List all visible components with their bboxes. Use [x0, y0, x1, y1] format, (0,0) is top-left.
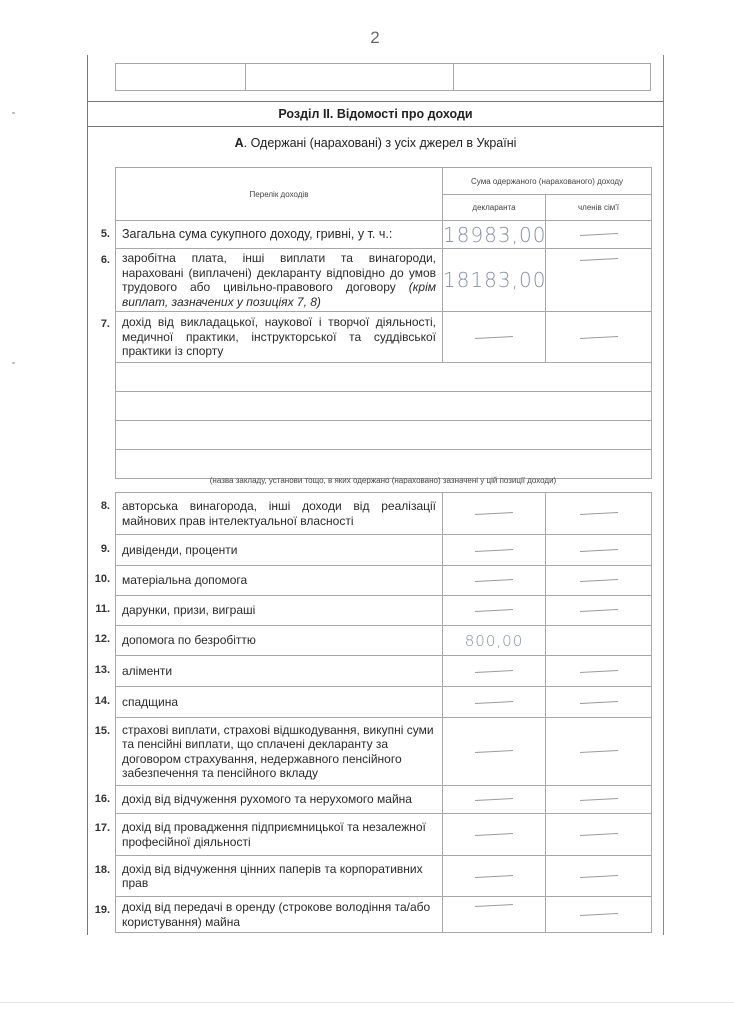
- subsection-letter: А: [234, 136, 244, 150]
- row-number: 17.: [94, 822, 110, 834]
- empty-cell[interactable]: [116, 64, 246, 91]
- dash-mark: [475, 549, 513, 552]
- declarant-amount[interactable]: [443, 718, 546, 786]
- income-type: страхові виплати, страхові відшкодування, викупні суми та пенсійні виплати, що сплачені декларанту за договором страхування, недержавного пенсійного забезпечення та пенсійного вкладу: [116, 718, 443, 786]
- institution-field[interactable]: [116, 450, 652, 479]
- dash-mark: [579, 549, 617, 552]
- income-type: аліменти: [116, 656, 443, 687]
- income-type: допомога по безробіттю: [116, 626, 443, 656]
- dash-mark: [475, 875, 513, 878]
- table-row: [116, 656, 652, 687]
- declarant-amount[interactable]: [443, 897, 546, 933]
- family-amount[interactable]: [546, 656, 652, 687]
- row-number: 12.: [94, 633, 110, 645]
- income-table-bottom: [115, 492, 652, 933]
- dash-mark: [579, 336, 617, 339]
- declarant-amount[interactable]: [443, 856, 546, 897]
- scan-edge-line: [0, 1002, 734, 1003]
- header-family: членів сім'ї: [546, 195, 652, 221]
- declarant-amount[interactable]: [443, 814, 546, 856]
- dash-mark: [579, 670, 617, 673]
- section-title: Розділ II. Відомості про доходи: [278, 107, 473, 121]
- row-number: 19.: [94, 904, 110, 916]
- declarant-amount[interactable]: [443, 535, 546, 566]
- declarant-amount[interactable]: 18983,00: [443, 222, 547, 247]
- dash-mark: [579, 701, 617, 704]
- income-type: дарунки, призи, виграші: [116, 596, 443, 626]
- dash-mark: [475, 833, 513, 836]
- dash-mark: [475, 512, 513, 515]
- income-type-note: (крім виплат, зазначених у позиціях 7, 8): [122, 280, 436, 309]
- declarant-amount[interactable]: 18183,00: [443, 249, 546, 312]
- declarant-amount[interactable]: [443, 566, 546, 596]
- table-row: [116, 493, 652, 535]
- table-row: [116, 814, 652, 856]
- header-income-list: Перелік доходів: [116, 168, 443, 221]
- family-amount[interactable]: [546, 249, 652, 312]
- income-type: дохід від відчуження рухомого та нерухомого майна: [116, 786, 443, 814]
- family-amount[interactable]: [546, 221, 652, 249]
- table-row: [116, 786, 652, 814]
- table-row: [116, 535, 652, 566]
- table-row: [116, 221, 652, 249]
- row-number: 14.: [94, 695, 110, 707]
- dash-mark: [579, 750, 617, 753]
- subsection-text: . Одержані (нараховані) з усіх джерел в Україні: [243, 136, 517, 150]
- dash-mark: [579, 233, 617, 236]
- dash-mark: [579, 258, 617, 261]
- income-type: авторська винагорода, інші доходи від реалізації майнових прав інтелектуальної власності: [116, 493, 443, 535]
- declarant-amount[interactable]: [443, 687, 546, 718]
- scan-speck: [12, 112, 15, 114]
- empty-cell[interactable]: [246, 64, 454, 91]
- family-amount[interactable]: [546, 535, 652, 566]
- income-type: дохід від передачі в оренду (строкове володіння та/або користування) майна: [116, 897, 443, 933]
- dash-mark: [475, 579, 513, 582]
- declarant-amount[interactable]: [443, 596, 546, 626]
- family-amount[interactable]: [546, 312, 652, 363]
- table-row: [116, 249, 652, 312]
- family-amount[interactable]: [546, 856, 652, 897]
- declarant-amount[interactable]: [443, 656, 546, 687]
- scan-speck: [12, 362, 15, 364]
- row-number: 15.: [94, 725, 110, 737]
- table-row: [116, 897, 652, 933]
- income-type: дивіденди, проценти: [116, 535, 443, 566]
- dash-mark: [475, 670, 513, 673]
- table-row: [116, 687, 652, 718]
- header-row: [116, 168, 652, 195]
- family-amount[interactable]: [546, 596, 652, 626]
- income-type: [116, 249, 443, 312]
- dash-mark: [475, 609, 513, 612]
- family-amount[interactable]: [546, 718, 652, 786]
- family-amount[interactable]: [546, 897, 652, 933]
- table-row: [116, 596, 652, 626]
- dash-mark: [579, 579, 617, 582]
- income-table-top: [115, 167, 652, 479]
- institution-caption: (назва закладу, установи тощо, в яких одержано (нараховано) зазначені у цій позиції доходи): [209, 476, 557, 485]
- page-number: 2: [370, 28, 380, 47]
- row-number: 11.: [95, 603, 110, 615]
- institution-field[interactable]: [116, 392, 652, 421]
- dash-mark: [579, 875, 617, 878]
- dash-mark: [475, 701, 513, 704]
- dash-mark: [579, 798, 617, 801]
- dash-mark: [475, 904, 513, 907]
- income-type: матеріальна допомога: [116, 566, 443, 596]
- row-number: 5.: [100, 228, 110, 240]
- table-row: [116, 312, 652, 363]
- declarant-amount[interactable]: [443, 786, 546, 814]
- family-amount[interactable]: [546, 814, 652, 856]
- header-amount: Сума одержаного (нарахованого) доходу: [443, 168, 652, 195]
- family-amount[interactable]: [546, 687, 652, 718]
- income-type: спадщина: [116, 687, 443, 718]
- dash-mark: [579, 609, 617, 612]
- dash-mark: [579, 512, 617, 515]
- family-amount[interactable]: [546, 493, 652, 535]
- dash-mark: [475, 336, 513, 339]
- income-type-text: заробітна плата, інші виплати та винагороди, нараховані (виплачені) декларанту відповідно до умов трудового або цивільно-правового договору: [122, 251, 436, 294]
- row-number: 16.: [94, 793, 110, 805]
- family-amount[interactable]: [546, 626, 652, 656]
- dash-mark: [475, 750, 513, 753]
- income-type: дохід від відчуження цінних паперів та корпоративних прав: [116, 856, 443, 897]
- row-number: 10.: [94, 573, 110, 585]
- empty-cell[interactable]: [454, 64, 651, 91]
- table-row: [116, 718, 652, 786]
- table-row: [116, 856, 652, 897]
- frame-right-border: [663, 55, 664, 935]
- row-number: 8.: [100, 500, 110, 512]
- dash-mark: [579, 833, 617, 836]
- row-number: 9.: [100, 543, 110, 555]
- income-type: дохід від провадження підприємницької та незалежної професійної діяльності: [116, 814, 443, 856]
- declarant-amount[interactable]: 800,00: [443, 626, 546, 656]
- institution-field[interactable]: [116, 421, 652, 450]
- row-number: 18.: [94, 864, 110, 876]
- table-row: [116, 626, 652, 656]
- header-declarant: декларанта: [443, 195, 546, 221]
- section-bottom-divider: [87, 126, 664, 127]
- family-amount[interactable]: [546, 786, 652, 814]
- family-amount[interactable]: [546, 566, 652, 596]
- declarant-amount[interactable]: [443, 312, 546, 363]
- row-number: 7.: [100, 318, 110, 330]
- row-number: 6.: [100, 254, 110, 266]
- income-type: Загальна сума сукупного доходу, гривні, у т. ч.:: [116, 221, 443, 249]
- previous-section-table: [115, 63, 651, 91]
- dash-mark: [579, 913, 617, 916]
- institution-field[interactable]: [116, 363, 652, 392]
- subsection-title: [88, 136, 663, 150]
- table-row: [116, 566, 652, 596]
- declarant-amount[interactable]: [443, 493, 546, 535]
- income-type: дохід від викладацької, наукової і творчої діяльності, медичної практики, інструкторської та суддівської практики із спорту: [116, 312, 443, 363]
- dash-mark: [475, 798, 513, 801]
- row-number: 13.: [94, 664, 110, 676]
